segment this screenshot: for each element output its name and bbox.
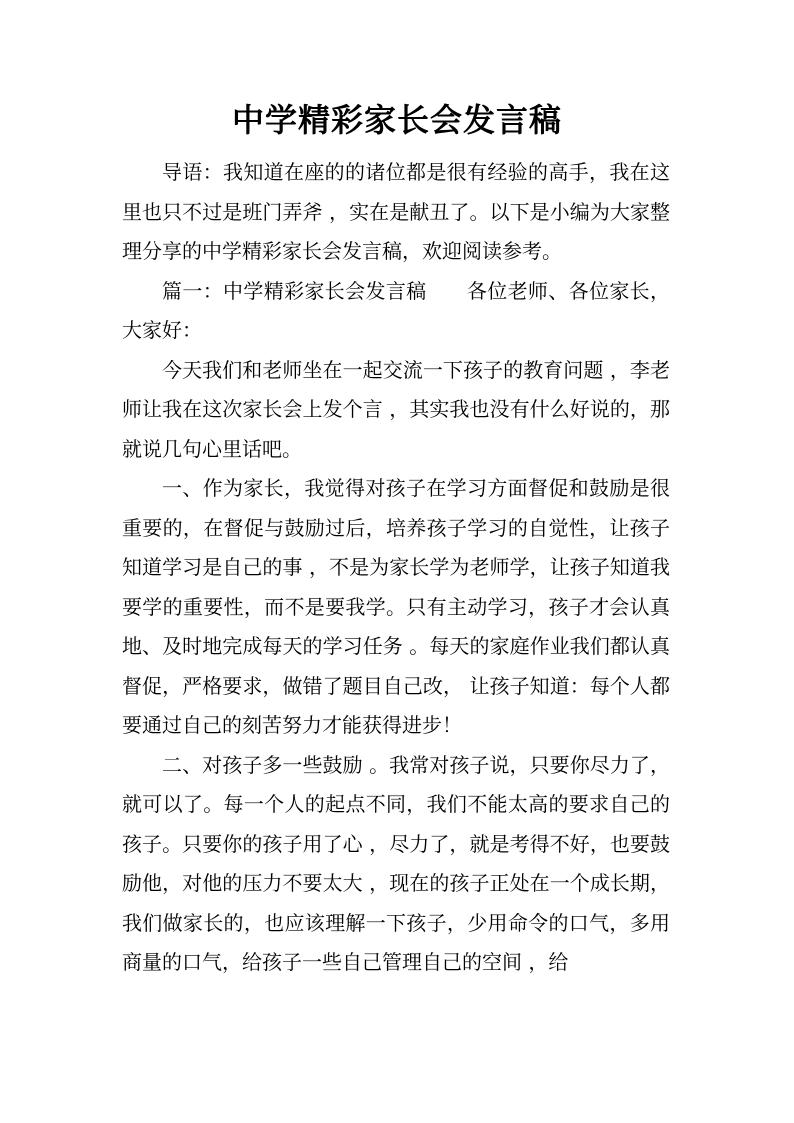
article-heading-paragraph — [122, 272, 670, 351]
document-body — [122, 153, 670, 983]
document-title: 中学精彩家长会发言稿 — [231, 101, 562, 139]
body-paragraph-1: 今天我们和老师坐在一起交流一下孩子的教育问题 ，李老师让我在这次家长会上发个言 ，其实我也没有什么好说的，那就说几句心里话吧。 — [122, 357, 670, 461]
article-heading: 篇一：中学精彩家长会发言稿 — [162, 278, 427, 303]
body-paragraph-2: 一、作为家长，我觉得对孩子在学习方面督促和鼓励是很重要的，在督促与鼓励过后，培养孩子学习的自觉性，让孩子知道学习是自己的事 ，不是为家长学为老师学，让孩子知道我要学的重要性，而不是要我学。只有主动学习，孩子才会认真地、及时地完成每天的学习任务 。每天的家庭作业我们都认真督促，严格要求，做错了题目自己改， 让孩子知道：每个人都要通过自己的刻苦努力才能获得进步！ — [122, 476, 670, 737]
body-paragraph-3: 二、对孩子多一些鼓励 。我常对孩子说，只要你尽力了，就可以了。每一个人的起点不同，我们不能太高的要求自己的孩子。只要你的孩子用了心 ，尽力了，就是考得不好，也要鼓励他，对他的压力不要太大 ，现在的孩子正处在一个成长期，我们做家长的，也应该理解一下孩子，少用命令的口气，多用商量的口气，给孩子一些自己管理自己的空间 ，给 — [122, 752, 670, 974]
intro-paragraph: 导语：我知道在座的的诸位都是很有经验的高手，我在这里也只不过是班门弄斧 ，实在是献丑了。以下是小编为大家整理分享的中学精彩家长会发言稿，欢迎阅读参考。 — [122, 160, 670, 263]
greeting: 各位老师、各位家长，大家好： — [122, 278, 671, 342]
